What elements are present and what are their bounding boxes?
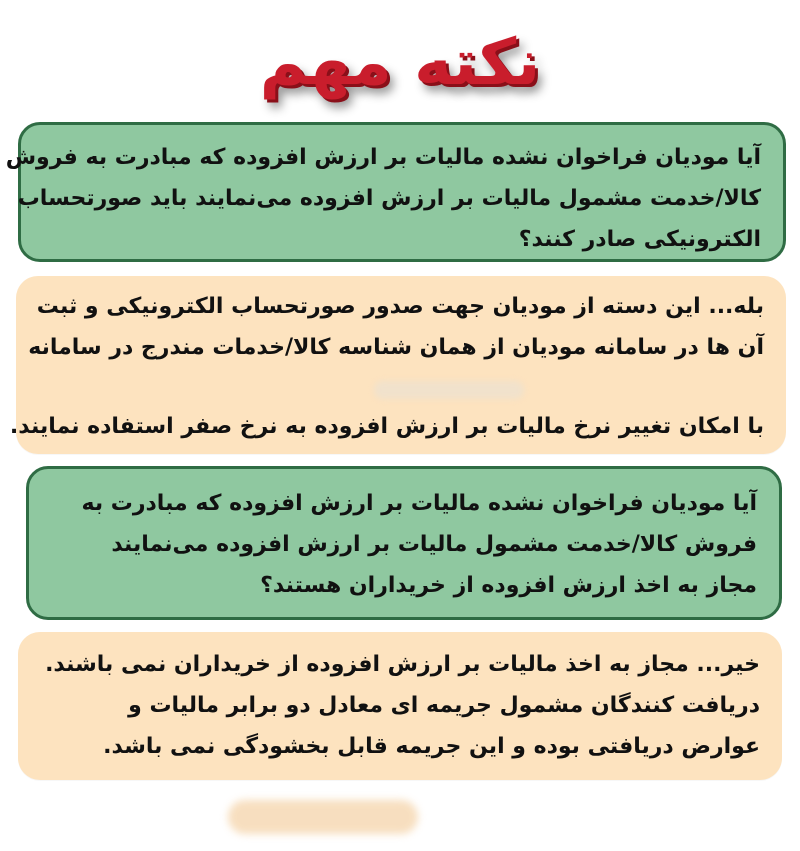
question-1-line-1: آیا مودیان فراخوان نشده مالیات بر ارزش افزوده که مبادرت به فروش [5, 145, 761, 170]
question-1-line-2: کالا/خدمت مشمول مالیات بر ارزش افزوده می‌نمایند باید صورتحساب [17, 186, 761, 211]
answer-1-line-1: بله... این دسته از مودیان جهت صدور صورتحساب الکترونیکی و ثبت [36, 294, 764, 319]
answer-2-line-1: خیر... مجاز به اخذ مالیات بر ارزش افزوده از خریداران نمی باشند. [45, 652, 760, 677]
question-2-line-2: فروش کالا/خدمت مشمول مالیات بر ارزش افزوده می‌نمایند [111, 532, 757, 557]
question-card-1 [5, 122, 786, 262]
smudge-mark [30, 372, 764, 400]
decorative-blob [228, 800, 418, 834]
page-title: نکته مهم [259, 26, 541, 100]
answer-1-line-3: با امکان تغییر نرخ مالیات بر ارزش افزوده به نرخ صفر استفاده نمایند. [9, 414, 764, 439]
question-2-line-3: مجاز به اخذ ارزش افزوده از خریداران هستند؟ [260, 573, 757, 598]
question-2-line-1: آیا مودیان فراخوان نشده مالیات بر ارزش افزوده که مبادرت به [81, 491, 757, 516]
answer-card-2 [18, 632, 782, 780]
answer-2-line-2: دریافت کنندگان مشمول جریمه ای معادل دو برابر مالیات و [128, 693, 760, 718]
answer-card-1 [9, 276, 786, 454]
question-1-line-3: الکترونیکی صادر کنند؟ [518, 227, 761, 252]
answer-2-line-3: عوارض دریافتی بوده و این جریمه قابل بخشودگی نمی باشد. [103, 734, 760, 759]
question-card-2 [26, 466, 782, 620]
answer-1-line-2: آن ها در سامانه مودیان از همان شناسه کالا/خدمات مندرج در سامانه [28, 335, 764, 360]
